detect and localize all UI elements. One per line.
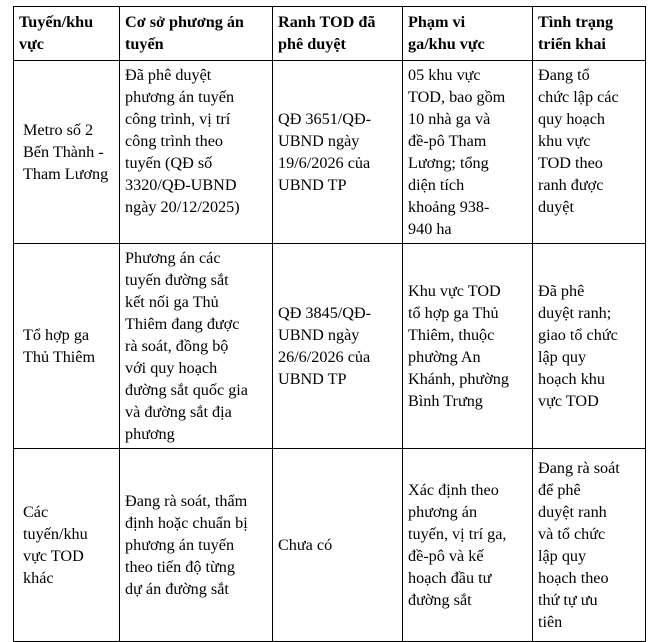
cell-boundary: QĐ 3845/QĐ- UBND ngày 26/6/2026 của UBND TP [273,244,403,449]
header-route: Tuyến/khu vực [14,7,120,61]
cell-route: Metro số 2 Bến Thành - Tham Lương [14,61,120,244]
cell-scope: Khu vực TOD tổ hợp ga Thủ Thiêm, thuộc phường An Khánh, phường Bình Trưng [403,244,533,449]
header-status: Tình trạng triển khai [533,7,646,61]
header-basis: Cơ sở phương án tuyến [120,7,273,61]
table-row [14,449,646,642]
cell-route: Các tuyến/khu vực TOD khác [14,449,120,642]
cell-boundary: QĐ 3651/QĐ- UBND ngày 19/6/2026 của UBND TP [273,61,403,244]
cell-status: Đang tổ chức lập các quy hoạch khu vực TOD theo ranh được duyệt [533,61,646,244]
cell-basis: Đã phê duyệt phương án tuyến công trình, vị trí công trình theo tuyến (QĐ số 3320/QĐ-UBND ngày 20/12/2025) [120,61,273,244]
tod-status-table [13,6,646,642]
cell-route: Tổ hợp ga Thủ Thiêm [14,244,120,449]
header-boundary: Ranh TOD đã phê duyệt [273,7,403,61]
cell-scope: Xác định theo phương án tuyến, vị trí ga, đề-pô và kế hoạch đầu tư đường sắt [403,449,533,642]
cell-scope: 05 khu vực TOD, bao gồm 10 nhà ga và đề-pô Tham Lương; tổng diện tích khoảng 938- 940 ha [403,61,533,244]
cell-basis: Đang rà soát, thẩm định hoặc chuẩn bị phương án tuyến theo tiến độ từng dự án đường sắt [120,449,273,642]
table-row [14,61,646,244]
cell-status: Đang rà soát để phê duyệt ranh và tổ chức lập quy hoạch theo thứ tự ưu tiên [533,449,646,642]
cell-status: Đã phê duyệt ranh; giao tổ chức lập quy hoạch khu vực TOD [533,244,646,449]
cell-basis: Phương án các tuyến đường sắt kết nối ga Thủ Thiêm đang được rà soát, đồng bộ với quy hoạch đường sắt quốc gia và đường sắt địa phương [120,244,273,449]
cell-boundary: Chưa có [273,449,403,642]
table-row [14,244,646,449]
header-scope: Phạm vi ga/khu vực [403,7,533,61]
table-header-row [14,7,646,61]
